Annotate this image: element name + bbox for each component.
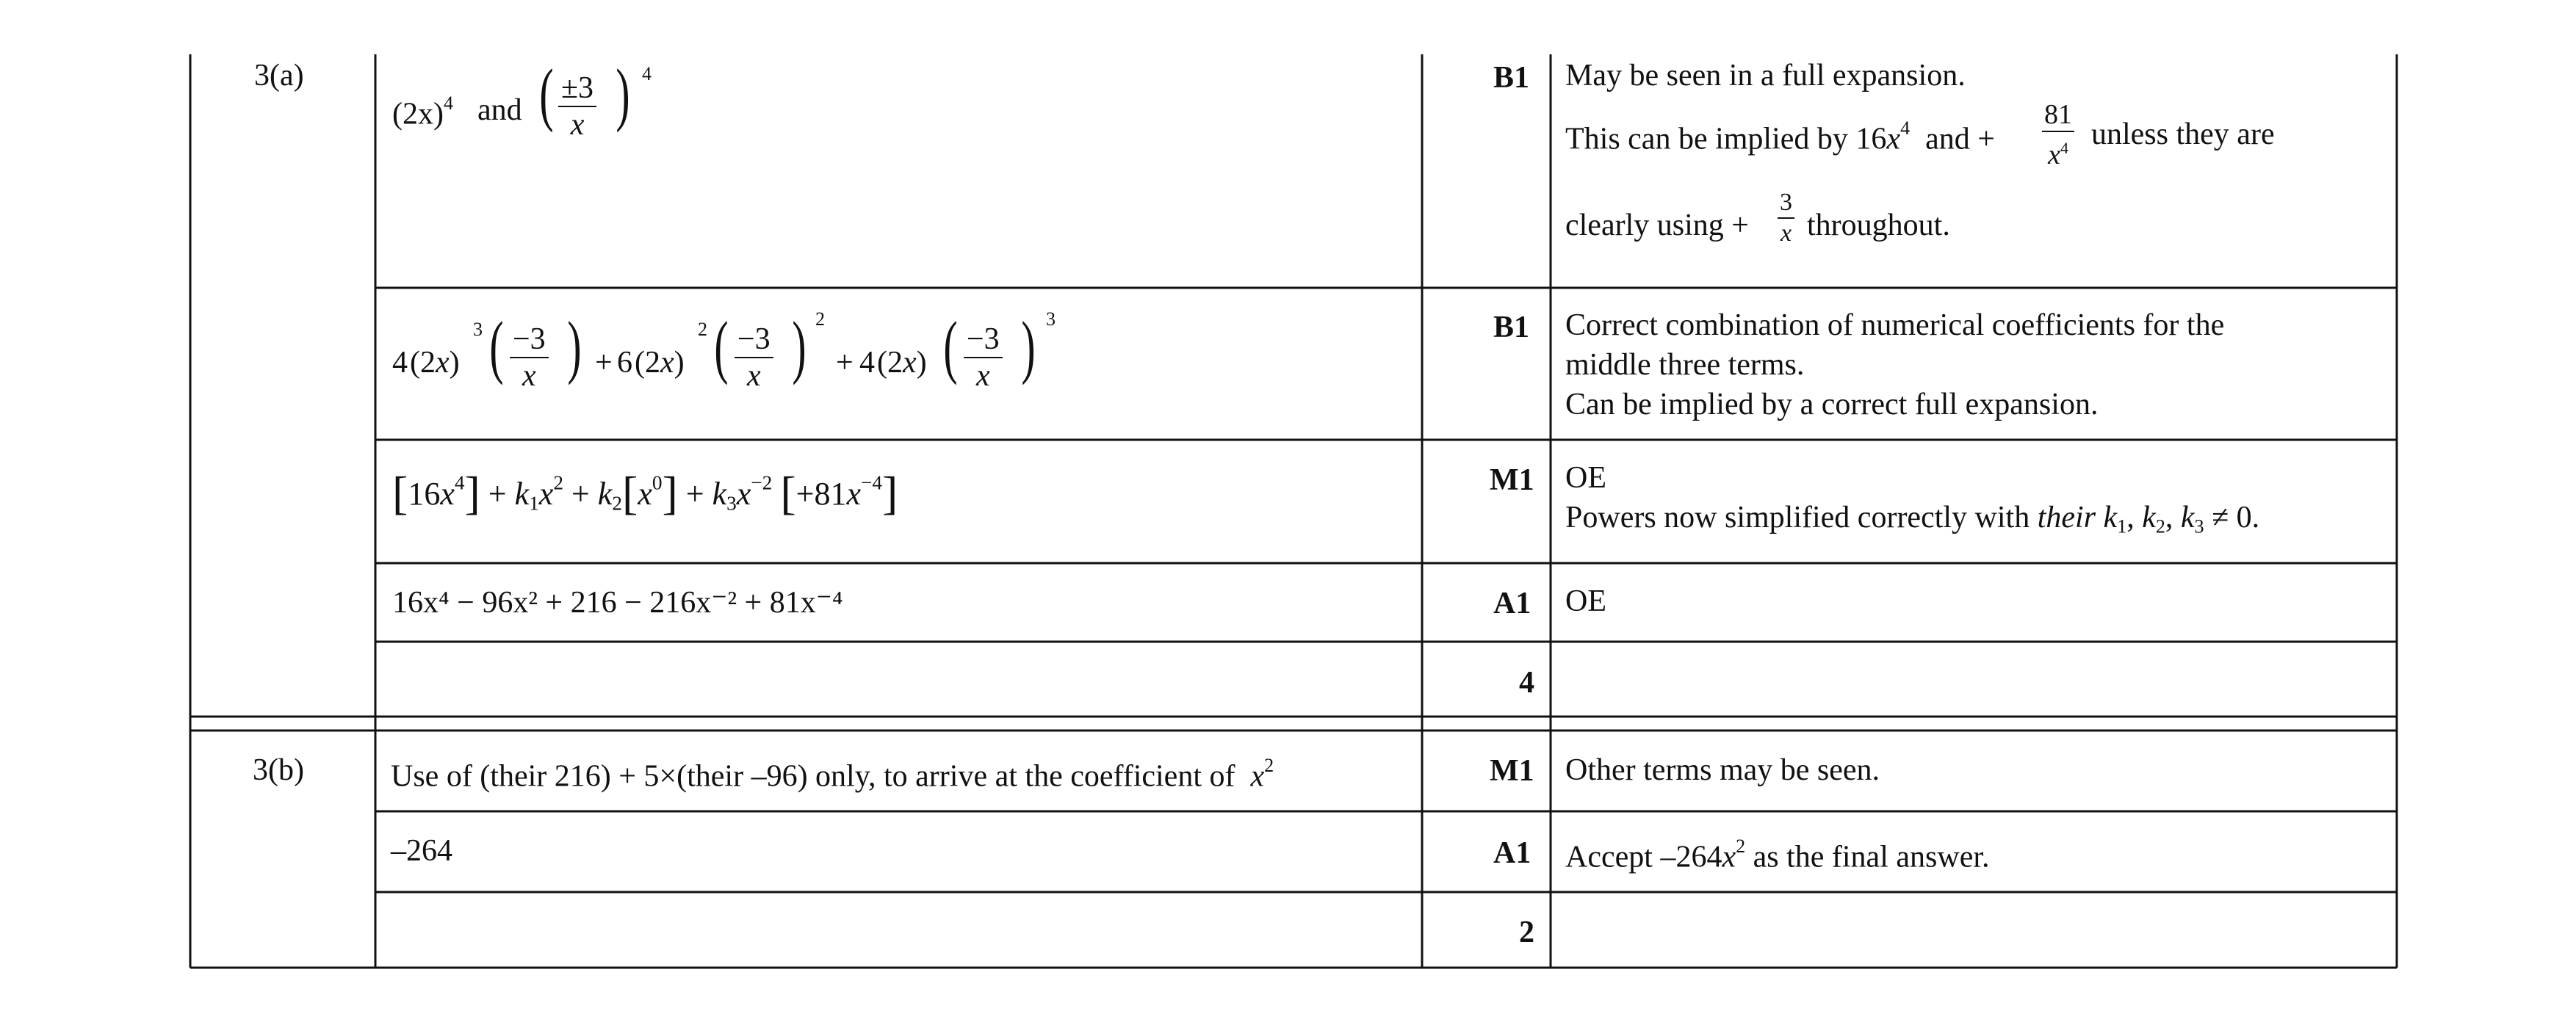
- mark-3a-2: B1: [1493, 311, 1530, 344]
- guidance-3b-2: Accept $-264x^2$ as the final answer.: [1565, 836, 1990, 874]
- fraction-81-over-x4: 81 $x^4$: [2042, 98, 2074, 171]
- question-label-3a: 3(a): [254, 59, 304, 93]
- mark-3a-4: A1: [1493, 587, 1531, 620]
- total-mark-3a: 4: [1519, 666, 1534, 700]
- guidance-3a-2-line1: Correct combination of numerical coefficients for the: [1565, 308, 2225, 342]
- guidance-3a-1-line3: clearly using +: [1565, 209, 1749, 242]
- fraction-3-over-x: 3 x: [1778, 188, 1794, 248]
- mark-3a-1: B1: [1493, 61, 1530, 95]
- guidance-3a-1-unless: unless they are: [2091, 117, 2275, 151]
- guidance-3a-2-line3: Can be implied by a correct full expansion.: [1565, 388, 2099, 421]
- guidance-3a-1-throughout: throughout.: [1807, 209, 1950, 242]
- guidance-3a-1-line1: May be seen in a full expansion.: [1565, 59, 1966, 93]
- expression-row2: 4 (2x) 3 ( −3 x ) + 6 (2x) 2 ( −3 x ) 2 + 4 (2x) ( −3 x ) 3: [392, 307, 1056, 393]
- answer-3b-1: Use of (their 216) + 5×(their –96) only, to arrive at the coefficient of $x^2$: [391, 755, 1274, 794]
- total-mark-3b: 2: [1519, 916, 1534, 949]
- question-label-3b: 3(b): [253, 753, 304, 787]
- answer-3b-2: –264: [391, 834, 452, 868]
- guidance-3a-4: OE: [1565, 584, 1606, 618]
- guidance-3a-3-line2: Powers now simplified correctly with their $k_1$, $k_2$, $k_3 \ne 0$.: [1565, 501, 2260, 537]
- guidance-3a-2-line2: middle three terms.: [1565, 348, 1805, 382]
- expression-row4: 16x⁴ − 96x² + 216 − 216x⁻² + 81x⁻⁴: [392, 586, 843, 620]
- expression-row3: $[16x^4] + k_1x^2 + k_2[x^0] + k_3x^{-2}$ $[+81x^{-4}]$: [392, 467, 898, 519]
- guidance-3b-1: Other terms may be seen.: [1565, 753, 1880, 787]
- guidance-3a-3-line1: OE: [1565, 461, 1606, 495]
- mark-3b-1: M1: [1490, 754, 1534, 788]
- mark-3b-2: A1: [1493, 836, 1531, 870]
- guidance-3a-1-line2: This can be implied by $16x^4$ and +: [1565, 117, 1995, 156]
- mark-3a-3: M1: [1490, 463, 1534, 497]
